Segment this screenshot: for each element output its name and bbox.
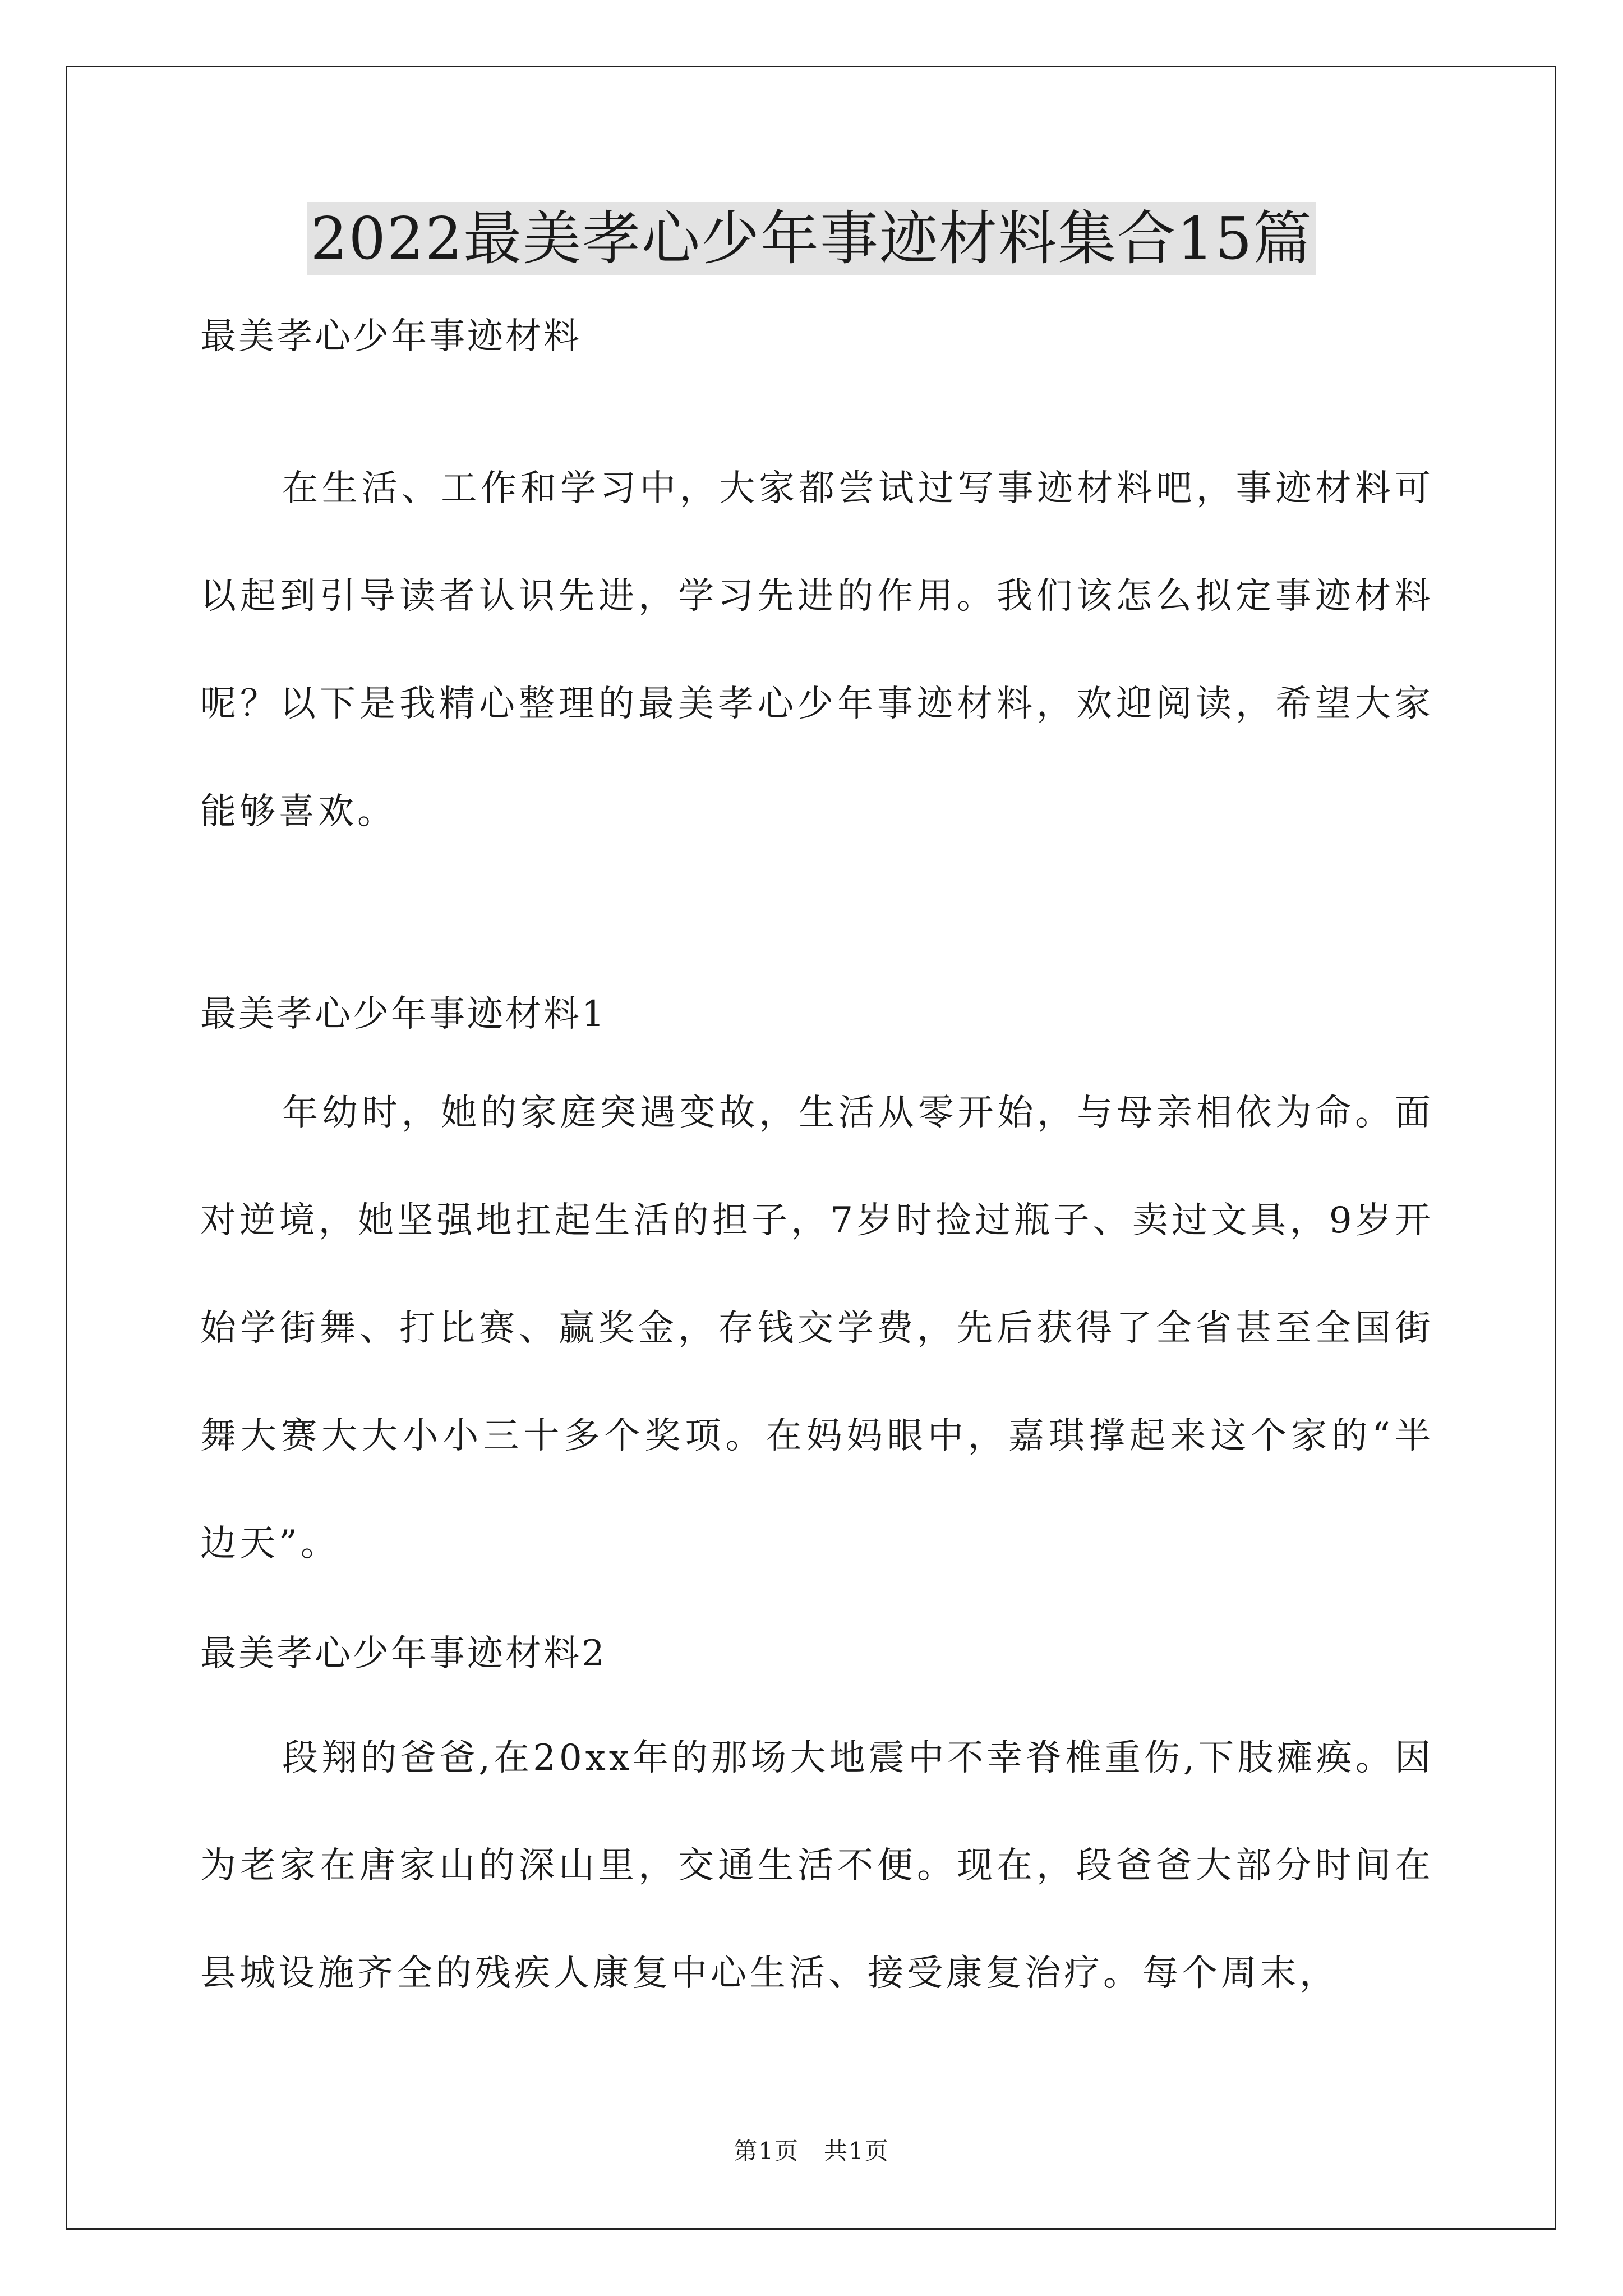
intro-heading: 最美孝心少年事迹材料 [200, 316, 582, 357]
page-footer: 第1页 共1页 [734, 2137, 889, 2165]
section-2-paragraph: 段翔的爸爸,在20xx年的那场大地震中不幸脊椎重伤,下肢瘫痪。因为老家在唐家山的深山里，交通生活不便。现在，段爸爸大部分时间在县城设施齐全的残疾人康复中心生活、接受康复治疗。每个周末， [200, 1737, 1434, 1994]
section-2-heading: 最美孝心少年事迹材料2 [200, 1633, 607, 1674]
document-title [0, 199, 1623, 278]
section-1-heading: 最美孝心少年事迹材料1 [200, 993, 607, 1035]
section-1-paragraph: 年幼时，她的家庭突遇变故，生活从零开始，与母亲相依为命。面对逆境，她坚强地扛起生活的担子，7岁时捡过瓶子、卖过文具，9岁开始学街舞、打比赛、赢奖金，存钱交学费，先后获得了全省甚至全国街舞大赛大大小小三十多个奖项。在妈妈眼中，嘉琪撑起来这个家的“半边天”。 [200, 1092, 1434, 1565]
intro-paragraph: 在生活、工作和学习中，大家都尝试过写事迹材料吧，事迹材料可以起到引导读者认识先进，学习先进的作用。我们该怎么拟定事迹材料呢？以下是我精心整理的最美孝心少年事迹材料，欢迎阅读，希望大家能够喜欢。 [200, 468, 1434, 832]
document-title-text: 2022最美孝心少年事迹材料集合15篇 [307, 202, 1316, 275]
